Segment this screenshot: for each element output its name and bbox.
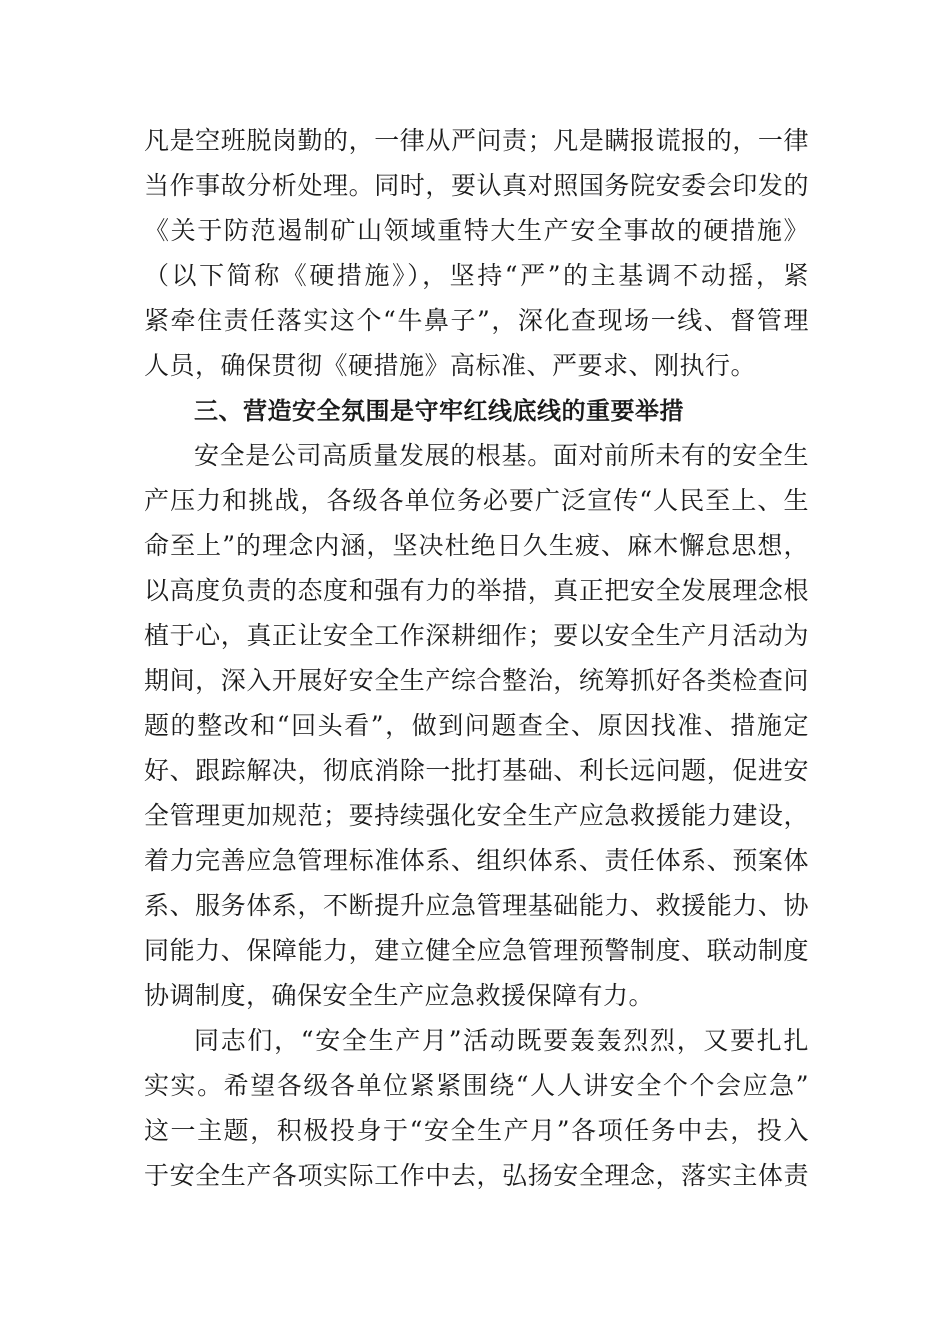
paragraph-line: 产压力和挑战，各级各单位务必要广泛宣传“人民至上、生	[144, 486, 809, 515]
paragraph-line: 全管理更加规范；要持续强化安全生产应急救援能力建设，	[144, 801, 809, 830]
paragraph-line: 协调制度，确保安全生产应急救援保障有力。	[144, 981, 655, 1010]
paragraph-line: 实实。希望各级各单位紧紧围绕“人人讲安全个个会应急”	[144, 1071, 809, 1100]
paragraph-line: 系、服务体系，不断提升应急管理基础能力、救援能力、协	[144, 891, 809, 920]
paragraph-line: 期间，深入开展好安全生产综合整治，统筹抓好各类检查问	[144, 666, 809, 695]
paragraph-line: 好、跟踪解决，彻底消除一批打基础、利长远问题，促进安	[144, 756, 809, 785]
paragraph-line: 凡是空班脱岗勤的，一律从严问责；凡是瞒报谎报的，一律	[144, 126, 809, 155]
paragraph-line: 安全是公司高质量发展的根基。面对前所未有的安全生	[194, 441, 809, 470]
paragraph-line: 于安全生产各项实际工作中去，弘扬安全理念，落实主体责	[144, 1161, 809, 1190]
paragraph-line: （以下简称《硬措施》），坚持“严”的主基调不动摇，紧	[144, 261, 809, 290]
paragraph-line: 当作事故分析处理。同时，要认真对照国务院安委会印发的	[144, 171, 809, 200]
paragraph-line: 《关于防范遏制矿山领域重特大生产安全事故的硬措施》	[144, 216, 809, 245]
paragraph-line: 着力完善应急管理标准体系、组织体系、责任体系、预案体	[144, 846, 809, 875]
paragraph-line: 人员，确保贯彻《硬措施》高标准、严要求、刚执行。	[144, 351, 757, 380]
paragraph-line: 植于心，真正让安全工作深耕细作；要以安全生产月活动为	[144, 621, 809, 650]
paragraph-line: 这一主题，积极投身于“安全生产月”各项任务中去，投入	[144, 1116, 809, 1145]
paragraph-line: 以高度负责的态度和强有力的举措，真正把安全发展理念根	[144, 576, 809, 605]
paragraph-line: 同能力、保障能力，建立健全应急管理预警制度、联动制度	[144, 936, 809, 965]
paragraph-line: 紧牵住责任落实这个“牛鼻子”，深化查现场一线、督管理	[144, 306, 809, 335]
section-heading: 三、营造安全氛围是守牢红线底线的重要举措	[194, 397, 684, 425]
paragraph-line: 命至上”的理念内涵，坚决杜绝日久生疲、麻木懈怠思想，	[144, 531, 809, 560]
paragraph-line: 题的整改和“回头看”，做到问题查全、原因找准、措施定	[144, 711, 809, 740]
paragraph-line: 同志们，“安全生产月”活动既要轰轰烈烈，又要扎扎	[194, 1026, 809, 1055]
